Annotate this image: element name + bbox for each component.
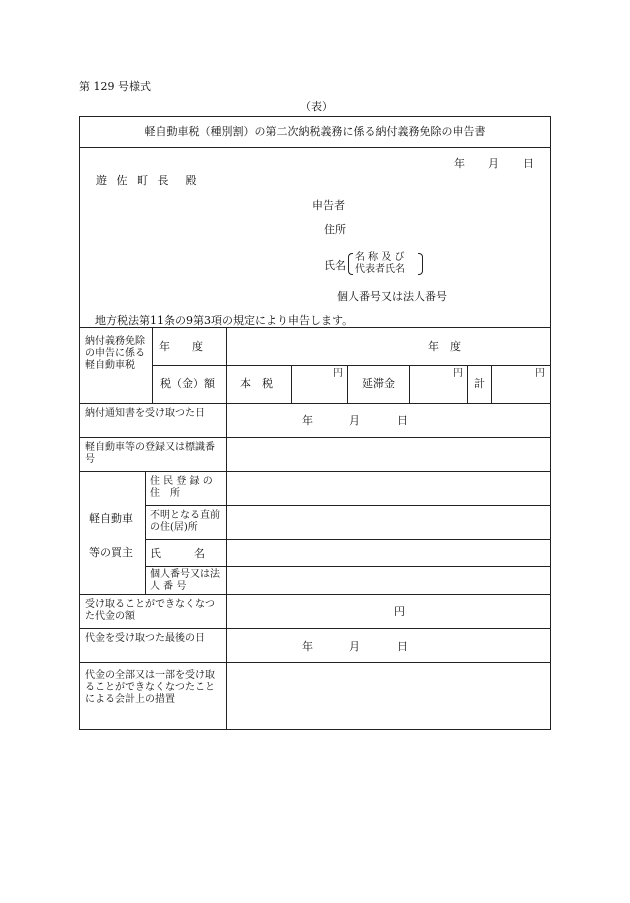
- uncollectible-label: 受け取ることができなくなつた代金の額: [85, 599, 215, 622]
- buyer-id-label: 個人番号又は法 人 番 号: [150, 569, 220, 592]
- buyer-label-line2: 等の買主: [89, 546, 133, 559]
- late-fee-label: 延滞金: [362, 377, 395, 390]
- notice-month: 月: [349, 414, 360, 427]
- buyer-unknown-address-label: 不明となる直前の住(居)所: [150, 510, 220, 533]
- notice-received-label: 納付通知書を受け取つた日: [85, 408, 205, 419]
- divider: [145, 505, 551, 506]
- tax-section-header: 納付義務免除の申告に係る軽自動車税: [85, 336, 145, 371]
- addressee: 遊 佐 町 長 殿: [96, 174, 200, 187]
- divider: [291, 365, 292, 403]
- bracket-left: [348, 253, 353, 275]
- tax-year-label: 年 度: [159, 340, 203, 353]
- buyer-address-label: 住 民 登 録 の 住 所: [150, 476, 223, 499]
- last-payment-day: 日: [397, 640, 408, 653]
- applicant-name-label: 氏名: [324, 259, 346, 272]
- divider: [145, 539, 551, 540]
- applicant-id-label: 個人番号又は法人番号: [337, 290, 447, 303]
- notice-day: 日: [397, 414, 408, 427]
- notice-year: 年: [302, 414, 313, 427]
- registration-label: 軽自動車等の登録又は標識番号: [85, 442, 215, 465]
- buyer-label-line1: 軽自動車: [89, 512, 133, 525]
- total-yen: 円: [535, 368, 545, 379]
- divider: [79, 594, 551, 595]
- divider: [79, 471, 551, 472]
- date-month: 月: [488, 157, 499, 170]
- divider: [409, 365, 410, 403]
- accounting-label: 代金の全部又は一部を受け取ることができなくなつたことによる会計上の措置: [85, 670, 215, 705]
- divider: [79, 437, 551, 438]
- date-year: 年: [454, 157, 465, 170]
- form-number: 第 129 号様式: [79, 80, 151, 93]
- divider: [347, 365, 348, 403]
- bracket-right: [418, 253, 423, 275]
- divider: [467, 365, 468, 403]
- uncollectible-yen: 円: [394, 605, 405, 618]
- buyer-name-label: 氏 名: [150, 547, 205, 560]
- tax-year-value: 年 度: [428, 340, 461, 353]
- late-fee-yen: 円: [453, 368, 463, 379]
- divider: [145, 566, 551, 567]
- form-title: 軽自動車税（種別割）の第二次納税義務に係る納付義務免除の申告書: [144, 125, 486, 138]
- tax-amount-label: 税（金）額: [160, 377, 215, 390]
- legal-statement: 地方税法第11条の9第3項の規定により申告します。: [95, 314, 354, 327]
- divider: [491, 365, 492, 403]
- last-payment-label: 代金を受け取つた最後の日: [85, 633, 205, 644]
- divider: [152, 327, 153, 403]
- main-tax-yen: 円: [333, 368, 343, 379]
- divider: [79, 147, 551, 148]
- divider: [79, 662, 551, 663]
- total-label: 計: [474, 377, 485, 390]
- divider: [79, 403, 551, 404]
- date-day: 日: [523, 157, 534, 170]
- name-bracket-line2: 代表者氏名: [355, 264, 405, 275]
- applicant-address-label: 住所: [324, 223, 346, 236]
- divider: [79, 327, 551, 328]
- last-payment-year: 年: [302, 640, 313, 653]
- divider: [79, 628, 551, 629]
- divider: [226, 327, 227, 730]
- side-label: （表）: [300, 100, 333, 113]
- name-bracket-line1: 名 称 及 び: [355, 252, 405, 263]
- applicant-label: 申告者: [312, 199, 345, 212]
- main-tax-label: 本 税: [240, 377, 273, 390]
- last-payment-month: 月: [349, 640, 360, 653]
- divider: [145, 471, 146, 594]
